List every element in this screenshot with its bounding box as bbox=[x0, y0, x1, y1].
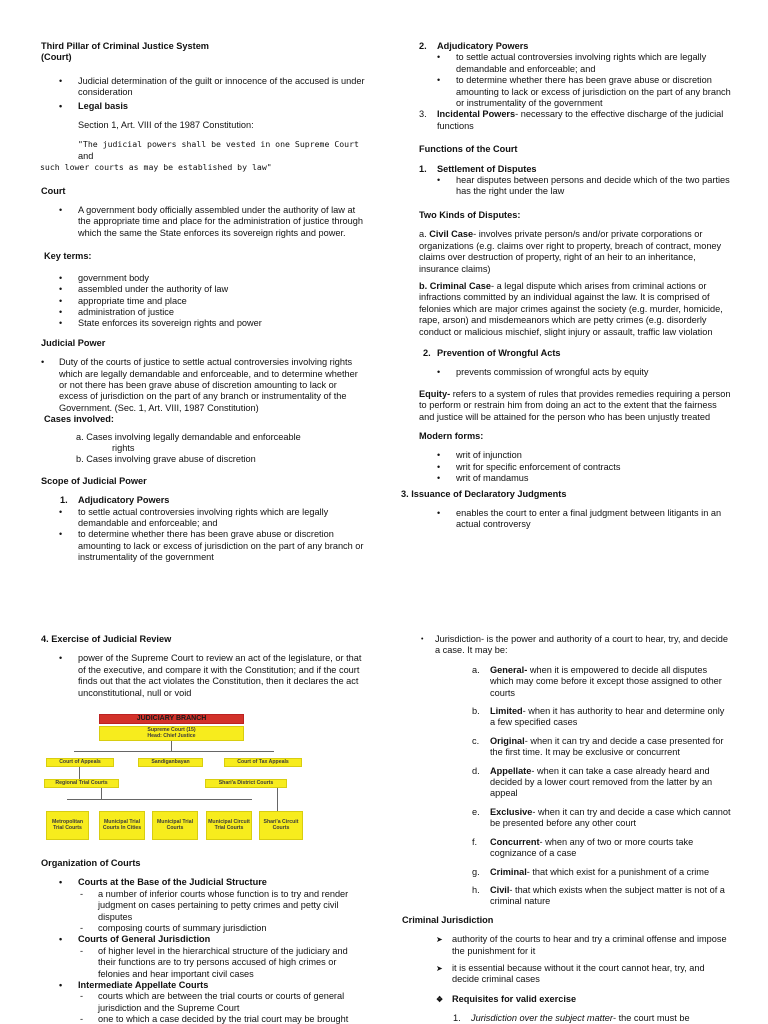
left-top-column bbox=[41, 41, 366, 564]
chart-label: Supreme Court (15) bbox=[147, 726, 196, 733]
term: Concurrent bbox=[490, 836, 540, 847]
list-item: • administration of justice bbox=[41, 307, 366, 318]
right-top-column bbox=[401, 41, 731, 531]
term: Equity- bbox=[419, 388, 451, 399]
item-title: Adjudicatory Powers bbox=[437, 41, 529, 51]
definition: - when it can try and decide a case presented for the first time. It may be exclusive or concurrent bbox=[490, 735, 724, 758]
list-item: • Courts at the Base of the Judicial Structure bbox=[41, 877, 366, 888]
chart-box-sharia-district: Shari'a District Courts bbox=[205, 779, 287, 788]
term: Civil bbox=[490, 884, 510, 895]
list-item: • to determine whether there has been grave abuse or discretion amounting to lack or excess of jurisdiction on the part of any branch or instrumentality of the government bbox=[419, 75, 731, 109]
list-item bbox=[419, 867, 731, 878]
term: Limited bbox=[490, 706, 523, 717]
list-item: • prevents commission of wrongful acts by equity bbox=[419, 367, 731, 378]
quote-text: "The judicial powers shall be vested in one Supreme Court bbox=[78, 139, 359, 150]
section-title: Third Pillar of Criminal Justice System bbox=[41, 41, 209, 51]
list-item: • Legal basis bbox=[41, 101, 366, 112]
list-item: • to determine whether there has been grave abuse or discretion amounting to lack or excess of jurisdiction on the part of any branch or instrumentality of the government bbox=[41, 529, 366, 563]
definition: when it is empowered to decide all disputes which may come before it except those assigned to other courts bbox=[490, 664, 722, 698]
right-bottom-column bbox=[402, 634, 731, 1024]
list-item: • to settle actual controversies involving rights which are legally demandable and enforceable; and bbox=[41, 507, 366, 530]
list-item bbox=[419, 885, 731, 908]
numbered-item bbox=[419, 164, 731, 175]
item-letter: a. bbox=[472, 664, 480, 675]
chart-box-mctc: Municipal Circuit Trial Courts bbox=[206, 811, 252, 840]
chart-box-branch: JUDICIARY BRANCH bbox=[99, 714, 244, 724]
item-letter: c. bbox=[472, 735, 480, 746]
heading: Key terms: bbox=[44, 251, 92, 262]
chart-box-metropolitan: Metropolitan Trial Courts bbox=[46, 811, 89, 840]
chart-line bbox=[67, 799, 252, 800]
list-item: • to settle actual controversies involving rights which are legally demandable and enforceable; and bbox=[419, 52, 731, 75]
paragraph bbox=[419, 281, 731, 338]
list-item: • writ for specific enforcement of contracts bbox=[419, 462, 731, 473]
item-title: Adjudicatory Powers bbox=[78, 495, 170, 506]
item-title: Prevention of Wrongful Acts bbox=[437, 347, 561, 358]
numbered-item bbox=[419, 348, 731, 359]
list-item: ➤ authority of the courts to hear and try a criminal offense and impose the punishment for it bbox=[419, 934, 731, 957]
definition: - involves private person/s and/or private corporations or organizations (e.g. claims over right to property, breach of contract, money claims over destruction of property, right of an heir to an inheritance, insurance claims) bbox=[419, 229, 722, 274]
heading: Court bbox=[41, 185, 66, 196]
heading: 4. Exercise of Judicial Review bbox=[41, 634, 172, 644]
chart-label: Head: Chief Justice bbox=[147, 732, 196, 739]
chart-line bbox=[171, 741, 172, 751]
dash-item: - of higher level in the hierarchical structure of the judiciary and their functions are to try persons accused of high crimes or felonies and hear important civil cases bbox=[41, 946, 366, 980]
numbered-item bbox=[41, 495, 366, 506]
chart-box-rtc: Regional Trial Courts bbox=[44, 779, 119, 788]
definition: - when it can try and decide a case which cannot be presented before any other court bbox=[490, 806, 731, 829]
term: Civil Case bbox=[429, 229, 474, 240]
list-item: • Intermediate Appellate Courts bbox=[41, 980, 366, 991]
item-number: 2. bbox=[419, 41, 427, 51]
definition: - a legal dispute which arises from criminal actions or infractions committed by an individual against the law. It is comprised of felonies which are major crimes against the society (e.g. murder, homicide, rape, arson) and misdemeanors which are petty crimes (e.g. disorderly conduct or malicious mischief, slight injury or assault, traffic law violation bbox=[419, 280, 723, 337]
definition: - when it has authority to hear and determine only a few specified cases bbox=[490, 706, 725, 728]
dash-item: - courts which are between the trial courts or courts of general jurisdiction and the Supreme Court bbox=[41, 991, 366, 1014]
key-terms-list bbox=[41, 273, 366, 330]
item-number: 1. bbox=[453, 1013, 461, 1024]
list-item bbox=[419, 807, 731, 830]
paragraph: a. Cases involving legally demandable and enforceable bbox=[76, 431, 301, 442]
item-number: 3. bbox=[419, 109, 427, 120]
definition: - the court must be bbox=[612, 1013, 690, 1024]
item-number: 1. bbox=[60, 495, 68, 506]
left-bottom-column bbox=[41, 634, 366, 699]
list-item: • writ of injunction bbox=[419, 450, 731, 461]
list-item: • A government body officially assembled under the authority of law at the appropriate time and place for the administration of justice through which the same the State enforces its sovereign rights and power. bbox=[41, 205, 366, 239]
list-item bbox=[41, 357, 366, 414]
judiciary-branch-chart bbox=[41, 707, 307, 841]
list-item: ➤ it is essential because without it the court cannot hear, try, and decide criminal cases bbox=[419, 963, 731, 986]
definition: refers to a system of rules that provides remedies requiring a person to perform or restrain him from doing an act to the extent that the fairness and justice will be attained for the person who has been unjustly treated bbox=[419, 388, 731, 422]
organization-section bbox=[41, 858, 366, 1024]
list-item bbox=[419, 634, 731, 657]
term: Original bbox=[490, 735, 525, 746]
numbered-item bbox=[419, 41, 731, 52]
bullet-icon: • bbox=[41, 357, 45, 368]
item-title: Incidental Powers bbox=[437, 109, 516, 120]
section-subtitle: (Court) bbox=[41, 52, 72, 63]
term: Criminal bbox=[490, 866, 527, 877]
list-item bbox=[419, 736, 731, 759]
term: Jurisdiction over the subject matter bbox=[471, 1013, 613, 1024]
item-letter: b. bbox=[472, 706, 480, 717]
item-letter: h. bbox=[472, 884, 480, 895]
list-item: • hear disputes between persons and decide which of the two parties has the right under the law bbox=[419, 175, 731, 198]
modern-forms-list bbox=[419, 450, 731, 484]
paragraph bbox=[419, 389, 731, 423]
list-item-text: Jurisdiction- is the power and authority of a court to hear, try, and decide a case. It may be: bbox=[435, 634, 728, 656]
term: b. Criminal Case bbox=[419, 280, 491, 291]
heading: 3. Issuance of Declaratory Judgments bbox=[401, 488, 567, 499]
item-number: 2. bbox=[423, 347, 431, 358]
chart-box-supreme bbox=[99, 726, 244, 741]
quote-line: such lower courts as may be established by law" bbox=[40, 162, 272, 173]
list-item-text: Duty of the courts of justice to settle actual controversies involving rights which are legally demandable and enforceable, and to determine whether or not there has been grave abuse of discretion amounting to lack or excess of jurisdiction on the part of any branch or instrumentality of the Government. (Sec. 1, Art. VIII, 1987 Constitution) bbox=[59, 357, 358, 413]
list-item: • government body bbox=[41, 273, 366, 284]
paragraph bbox=[419, 229, 731, 275]
chart-line bbox=[277, 788, 278, 811]
bullet-icon: • bbox=[421, 636, 424, 643]
jurisdiction-kinds-list bbox=[419, 665, 731, 908]
list-item: • assembled under the authority of law bbox=[41, 284, 366, 295]
chart-box-sandiganbayan: Sandiganbayan bbox=[138, 758, 203, 767]
list-item bbox=[419, 766, 731, 800]
numbered-item bbox=[419, 109, 731, 132]
paragraph: rights bbox=[112, 442, 135, 453]
heading: Two Kinds of Disputes: bbox=[419, 209, 521, 220]
dash-item: - composing courts of summary jurisdiction bbox=[41, 923, 366, 934]
list-item bbox=[419, 837, 731, 860]
definition: - when any of two or more courts take cognizance of a case bbox=[490, 836, 694, 859]
list-item: • power of the Supreme Court to review an act of the legislature, or that of the executive, and compare it with the Constitution; and if the court finds out that the act violates the Constitution, then it declares the act unconstitutional, null or void bbox=[41, 653, 366, 699]
list-item: • State enforces its sovereign rights and power bbox=[41, 318, 366, 329]
dash-item: - a number of inferior courts whose function is to try and render judgment on cases pertaining to petty crimes and petty civil disputes bbox=[41, 889, 366, 923]
term: Appellate bbox=[490, 765, 532, 776]
chart-box-sharia-circuit: Shari'a Circuit Courts bbox=[259, 811, 303, 840]
item-letter: a. bbox=[419, 229, 430, 240]
list-item: • writ of mandamus bbox=[419, 473, 731, 484]
term: General- bbox=[490, 664, 528, 675]
list-item: • Judicial determination of the guilt or innocence of the accused is under consideration bbox=[41, 76, 366, 99]
list-item: • enables the court to enter a final judgment between litigants in an actual controversy bbox=[419, 508, 731, 531]
heading: Cases involved: bbox=[44, 414, 114, 425]
chart-box-mtc: Municipal Trial Courts bbox=[152, 811, 198, 840]
paragraph: b. Cases involving grave abuse of discretion bbox=[76, 454, 256, 465]
chart-line bbox=[101, 788, 102, 799]
dash-item: - one to which a case decided by the trial court may be brought bbox=[41, 1014, 366, 1024]
item-letter: f. bbox=[472, 836, 478, 847]
heading: Scope of Judicial Power bbox=[41, 475, 147, 486]
heading: Criminal Jurisdiction bbox=[402, 914, 494, 925]
definition: - when it can take a case already heard and decided by a lower court removed from the latter by an appeal bbox=[490, 765, 713, 799]
item-number: 1. bbox=[419, 163, 427, 174]
list-item: ❖ Requisites for valid exercise bbox=[419, 994, 731, 1005]
item-text: - necessary to the effective discharge of the judicial functions bbox=[437, 109, 724, 131]
numbered-item bbox=[419, 1013, 731, 1024]
list-item: • Courts of General Jurisdiction bbox=[41, 934, 366, 945]
heading: Functions of the Court bbox=[419, 144, 518, 155]
definition: - that which exist for a punishment of a crime bbox=[526, 866, 710, 877]
definition: - that which exists when the subject matter is not of a criminal nature bbox=[490, 884, 725, 907]
list-item bbox=[419, 665, 731, 699]
chart-box-mtcc: Municipal Trial Courts In Cities bbox=[99, 811, 145, 840]
paragraph: Section 1, Art. VIII of the 1987 Constitution: bbox=[78, 120, 254, 131]
list-item bbox=[419, 706, 731, 729]
heading: Organization of Courts bbox=[41, 858, 141, 868]
item-letter: e. bbox=[472, 806, 480, 817]
chart-line bbox=[79, 767, 80, 779]
quote-line bbox=[41, 139, 366, 162]
heading: Modern forms: bbox=[419, 430, 484, 441]
chart-box-appeals: Court of Appeals bbox=[46, 758, 114, 767]
item-letter: d. bbox=[472, 765, 480, 776]
quote-text: and bbox=[78, 150, 94, 161]
heading: Judicial Power bbox=[41, 337, 106, 348]
item-letter: g. bbox=[472, 866, 480, 877]
term: Exclusive bbox=[490, 806, 533, 817]
item-title: Settlement of Disputes bbox=[437, 163, 537, 174]
chart-box-tax-appeals: Court of Tax Appeals bbox=[224, 758, 302, 767]
chart-line bbox=[74, 751, 274, 752]
list-item: • appropriate time and place bbox=[41, 296, 366, 307]
